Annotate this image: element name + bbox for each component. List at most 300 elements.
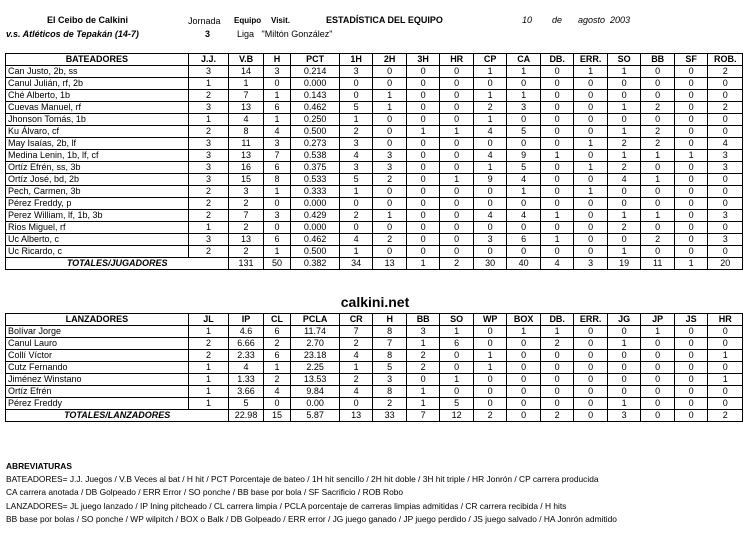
stat-cell: 4.6 [229,326,264,338]
stat-cell: 0.375 [291,162,340,174]
player-name: Pérez Freddy [6,398,189,410]
total-cell: 15 [263,410,290,422]
stat-cell: 4 [229,114,264,126]
stat-cell: 2 [339,374,373,386]
stat-cell: 11.74 [291,326,340,338]
stat-cell: 2 [708,102,743,114]
stat-cell: 3 [263,210,290,222]
stat-cell: 0 [607,374,641,386]
stat-cell: 3 [708,150,743,162]
stat-cell: 3 [263,66,290,78]
column-header: JG [607,314,641,326]
stat-cell: 4 [473,150,507,162]
jornada-label: Jornada [188,16,221,26]
stat-cell: 0 [373,246,407,258]
abbreviation-line: BB base por bolas / SO ponche / WP wilpitch / BOX o Balk / DB Golpeado / ERR error / JG juego ganado / JP juego perdido / JS juego salvado / HA Jonrón admitido [6,513,617,524]
stat-cell: 1 [574,138,608,150]
stat-cell: 6 [263,350,290,362]
stat-cell: 0 [674,174,708,186]
stat-cell: 2 [339,126,373,138]
stat-cell: 1 [607,246,641,258]
player-name: Ku Álvaro, cf [6,126,189,138]
stat-cell: 0 [440,386,474,398]
column-header: BB [406,314,440,326]
stat-cell: 0 [263,222,290,234]
stat-cell: 4 [607,174,641,186]
stat-cell: 11 [229,138,264,150]
stat-cell: 0 [708,386,743,398]
column-header: SO [440,314,474,326]
stat-cell: 0 [708,198,743,210]
stat-cell: 2 [188,186,229,198]
stat-cell: 3 [188,150,229,162]
stat-cell: 3 [708,210,743,222]
stat-cell: 2.25 [291,362,340,374]
total-cell: 0 [674,410,708,422]
stat-cell: 0 [507,338,541,350]
stat-cell: 0 [574,90,608,102]
stat-cell: 7 [339,326,373,338]
stat-cell: 0 [674,222,708,234]
column-header: BATEADORES [6,54,189,66]
table-row [6,374,743,386]
stat-cell: 0.214 [291,66,340,78]
stat-cell: 1 [373,210,407,222]
stat-cell: 2.70 [291,338,340,350]
stat-cell: 0 [540,350,574,362]
stat-cell: 1 [607,126,641,138]
stat-cell: 0 [607,198,641,210]
stat-cell: 0 [674,162,708,174]
stat-cell: 14 [229,66,264,78]
stat-cell: 4 [708,138,743,150]
stat-cell: 0 [339,198,373,210]
stat-cell: 0 [507,246,541,258]
stat-cell: 3 [188,102,229,114]
stat-cell: 0 [440,90,474,102]
table-row [6,150,743,162]
stat-cell: 0 [708,246,743,258]
total-cell: 0 [574,410,608,422]
column-header: J.J. [188,54,229,66]
stat-cell: 0 [540,246,574,258]
table-row [6,326,743,338]
stat-cell: 0 [540,174,574,186]
stat-cell: 2 [188,126,229,138]
pitching-table [5,313,743,422]
column-header: CL [263,314,290,326]
stat-cell: 0.533 [291,174,340,186]
stat-cell: 4 [339,386,373,398]
stat-cell: 1 [406,338,440,350]
total-cell: 12 [440,410,474,422]
stat-cell: 0 [540,386,574,398]
stat-cell: 2 [188,246,229,258]
stat-cell: 0 [406,374,440,386]
stat-cell: 1 [373,102,407,114]
stat-cell: 0.462 [291,234,340,246]
stat-cell: 2 [229,246,264,258]
stat-cell: 16 [229,162,264,174]
stat-cell: 0 [674,374,708,386]
stat-cell: 1 [188,374,229,386]
stat-cell: 4 [473,126,507,138]
stat-cell: 1 [708,374,743,386]
stat-cell: 1 [406,126,440,138]
table-row [6,174,743,186]
stat-cell: 0 [674,210,708,222]
stat-cell: 0 [641,362,675,374]
abbreviations-title: ABREVIATURAS [6,461,72,471]
stat-cell: 1 [674,150,708,162]
stat-cell: 0 [574,374,608,386]
stat-cell: 1 [540,234,574,246]
stat-cell: 15 [229,174,264,186]
stat-cell: 0 [440,186,474,198]
total-cell: 34 [339,258,373,270]
stat-cell: 7 [263,150,290,162]
stat-cell: 0 [607,234,641,246]
stat-cell: 5 [229,398,264,410]
stat-cell: 0 [574,386,608,398]
stat-cell: 2 [188,350,229,362]
stat-cell: 0 [708,186,743,198]
stat-cell: 1 [540,326,574,338]
stat-cell: 2 [188,210,229,222]
stat-cell: 3 [263,138,290,150]
equipo-label: Equipo [234,16,262,25]
total-cell: 40 [507,258,541,270]
stat-cell: 7 [229,90,264,102]
stat-cell: 1 [263,90,290,102]
total-cell: 2 [440,258,474,270]
player-name: Jhonson Tomás, 1b [6,114,189,126]
stat-cell: 1 [607,338,641,350]
stat-cell: 0 [373,198,407,210]
stat-cell: 7 [373,338,407,350]
stat-cell: 1 [473,350,507,362]
stat-cell: 1.33 [229,374,264,386]
stat-cell: 0 [607,114,641,126]
player-name: Pech, Carmen, 3b [6,186,189,198]
stat-cell: 3 [339,138,373,150]
stat-cell: 1 [607,398,641,410]
stat-cell: 0 [708,338,743,350]
stat-cell: 13 [229,150,264,162]
stat-cell: 2 [263,338,290,350]
stat-cell: 0 [674,126,708,138]
stat-cell: 0 [473,198,507,210]
stat-cell: 0 [473,222,507,234]
stat-cell: 1 [263,114,290,126]
stat-cell: 0 [641,246,675,258]
stat-cell: 6.66 [229,338,264,350]
stat-cell: 0 [473,78,507,90]
stat-cell: 0 [440,138,474,150]
stat-cell: 0 [373,222,407,234]
stat-cell: 0 [440,246,474,258]
batting-table [5,53,743,270]
stat-cell: 13.53 [291,374,340,386]
stat-cell: 3 [188,138,229,150]
total-cell: 0.382 [291,258,340,270]
total-cell: 3 [574,258,608,270]
stat-cell: 1 [263,246,290,258]
totals-row [6,410,743,422]
stat-cell: 0 [440,150,474,162]
stat-cell: 0 [574,350,608,362]
stat-cell: 0 [406,162,440,174]
stat-cell: 2 [188,338,229,350]
stat-cell: 0 [406,150,440,162]
stat-cell: 2 [708,66,743,78]
stat-cell: 1 [339,362,373,374]
total-cell: 2 [540,410,574,422]
abbreviation-line: BATEADORES= J.J. Juegos / V.B Veces al bat / H hit / PCT Porcentaje de bateo / 1H hit sencillo / 2H hit doble / 3H hit triple / HR Jonrón / CP carrera producida [6,474,599,485]
stat-cell: 0 [507,398,541,410]
abbreviation-line: CA carrera anotada / DB Golpeado / ERR Error / SO ponche / BB base por bola / SF Sacrificio / ROB Robo [6,487,404,498]
stat-cell: 0 [406,66,440,78]
stat-cell: 0.000 [291,222,340,234]
player-name: Pérez Freddy, p [6,198,189,210]
stat-cell: 0 [674,338,708,350]
column-header: CA [507,54,541,66]
stat-cell: 0 [607,386,641,398]
stat-cell: 0 [339,398,373,410]
column-header: SO [607,54,641,66]
stat-cell: 0 [607,326,641,338]
column-header: V.B [229,54,264,66]
total-cell: 19 [607,258,641,270]
stat-cell: 8 [373,326,407,338]
column-header: HR [708,314,743,326]
total-cell: 2 [473,410,507,422]
stat-cell: 0 [406,198,440,210]
stat-cell: 3 [473,234,507,246]
stat-cell: 0 [507,362,541,374]
stat-cell: 0 [674,246,708,258]
total-cell: 7 [406,410,440,422]
stat-cell: 0 [540,114,574,126]
stat-cell: 1 [188,386,229,398]
stat-cell: 1 [507,326,541,338]
column-header: ERR. [574,54,608,66]
stat-cell: 0 [641,386,675,398]
stat-cell: 0 [440,210,474,222]
stat-cell: 2 [263,374,290,386]
abbreviation-line: LANZADORES= JL juego lanzado / IP Ining pitcheado / CL carrera limpia / PCLA porcentaje de carreras limpias admitidas / CR carrera recibida / H hits [6,500,567,511]
stat-cell: 2 [373,174,407,186]
stat-cell: 0.00 [291,398,340,410]
pitching-header-row [6,314,743,326]
stat-cell: 1 [188,362,229,374]
column-header: IP [229,314,264,326]
stat-cell: 1 [339,186,373,198]
stat-cell: 0.333 [291,186,340,198]
stat-cell: 1 [473,362,507,374]
column-header: DB. [540,314,574,326]
stat-cell: 1 [507,90,541,102]
stat-cell: 1 [473,90,507,102]
stat-cell: 2 [641,138,675,150]
column-header: JS [674,314,708,326]
stat-cell: 0 [674,234,708,246]
table-row [6,138,743,150]
stat-cell: 0 [540,126,574,138]
stat-cell: 0.000 [291,78,340,90]
visit-label: Visit. [271,16,290,25]
stat-cell: 1 [641,326,675,338]
stat-cell: 0 [473,386,507,398]
stat-cell: 1 [406,386,440,398]
column-header: CP [473,54,507,66]
stat-cell: 0 [708,90,743,102]
stat-cell: 3 [708,162,743,174]
total-cell: 50 [263,258,290,270]
stat-cell: 0 [473,326,507,338]
total-cell: 1 [406,258,440,270]
column-header: JP [641,314,675,326]
stat-cell: 1 [229,78,264,90]
stat-cell: 0.538 [291,150,340,162]
stat-cell: 4 [263,386,290,398]
stat-cell: 0 [507,198,541,210]
table-row [6,338,743,350]
stat-cell: 0 [708,398,743,410]
total-cell: 131 [229,258,264,270]
stat-cell: 0 [373,114,407,126]
stat-cell: 0.462 [291,102,340,114]
stat-cell: 0 [406,186,440,198]
stat-cell: 4 [507,174,541,186]
column-header: LANZADORES [6,314,189,326]
stat-cell: 3 [373,374,407,386]
stat-cell: 0.143 [291,90,340,102]
stat-cell: 3 [188,174,229,186]
column-header: SF [674,54,708,66]
stat-cell: 0 [473,186,507,198]
stat-cell: 0 [641,398,675,410]
stat-cell: 5 [339,174,373,186]
stat-cell: 2 [373,234,407,246]
stat-cell: 0 [674,362,708,374]
stat-cell: 0 [574,102,608,114]
liga-name: Liga "Miltón González" [237,29,333,39]
stat-cell: 0 [641,222,675,234]
stat-cell: 0 [641,198,675,210]
total-cell: 3 [607,410,641,422]
stat-cell: 0 [574,338,608,350]
stat-cell: 0 [540,90,574,102]
stat-cell: 0 [440,198,474,210]
stat-cell: 13 [229,234,264,246]
stat-cell: 0 [263,398,290,410]
table-row [6,186,743,198]
column-header: WP [473,314,507,326]
stat-cell: 0 [406,222,440,234]
stat-cell: 0 [641,338,675,350]
stat-cell: 0 [708,326,743,338]
table-row [6,386,743,398]
stat-cell: 1 [440,374,474,386]
stat-cell: 0.273 [291,138,340,150]
stat-cell: 0 [674,326,708,338]
stat-cell: 6 [263,102,290,114]
stat-cell: 1 [540,210,574,222]
column-header: 1H [339,54,373,66]
stat-cell: 0 [540,398,574,410]
stat-cell: 0 [540,374,574,386]
stat-cell: 0 [708,126,743,138]
stat-cell: 0 [607,78,641,90]
table-row [6,198,743,210]
stat-cell: 6 [263,162,290,174]
stat-cell: 0.000 [291,198,340,210]
totals-label: TOTALES/JUGADORES [6,258,229,270]
column-header: BOX [507,314,541,326]
stat-cell: 1 [406,398,440,410]
stat-cell: 0 [641,162,675,174]
column-header: DB. [540,54,574,66]
totals-row [6,258,743,270]
stat-cell: 3 [507,102,541,114]
table-row [6,210,743,222]
total-cell: 20 [708,258,743,270]
stat-cell: 4 [473,210,507,222]
player-name: Uc Ricardo, c [6,246,189,258]
stat-cell: 3.66 [229,386,264,398]
stat-cell: 0 [708,114,743,126]
stat-cell: 0 [440,162,474,174]
stat-cell: 0 [607,350,641,362]
stat-cell: 2 [540,338,574,350]
stat-cell: 2 [339,210,373,222]
jornada-value: 3 [205,29,211,39]
stat-cell: 2 [339,338,373,350]
page-title: ESTADÍSTICA DEL EQUIPO [326,15,443,25]
table-row [6,90,743,102]
table-row [6,102,743,114]
stat-cell: 3 [229,186,264,198]
stat-cell: 4 [339,350,373,362]
stat-cell: 0 [708,174,743,186]
stat-cell: 0 [540,66,574,78]
table-row [6,126,743,138]
total-cell: 33 [373,410,407,422]
stat-cell: 0 [406,114,440,126]
stat-cell: 1 [641,210,675,222]
stat-cell: 1 [188,114,229,126]
stat-cell: 0 [641,66,675,78]
stat-cell: 0 [473,138,507,150]
table-row [6,350,743,362]
player-name: Bolívar Jorge [6,326,189,338]
total-cell: 5.87 [291,410,340,422]
stat-cell: 0 [674,102,708,114]
stat-cell: 6 [263,326,290,338]
stat-cell: 0 [607,362,641,374]
stat-cell: 0 [406,174,440,186]
opponent-subtitle: v.s. Atléticos de Tepakán (14-7) [6,29,139,39]
player-name: May Isaías, 2b, lf [6,138,189,150]
stat-cell: 0 [540,222,574,234]
stat-cell: 8 [263,174,290,186]
stat-cell: 0 [540,78,574,90]
stat-cell: 2 [641,126,675,138]
stat-cell: 0 [674,114,708,126]
stat-cell: 1 [188,222,229,234]
column-header: HR [440,54,474,66]
